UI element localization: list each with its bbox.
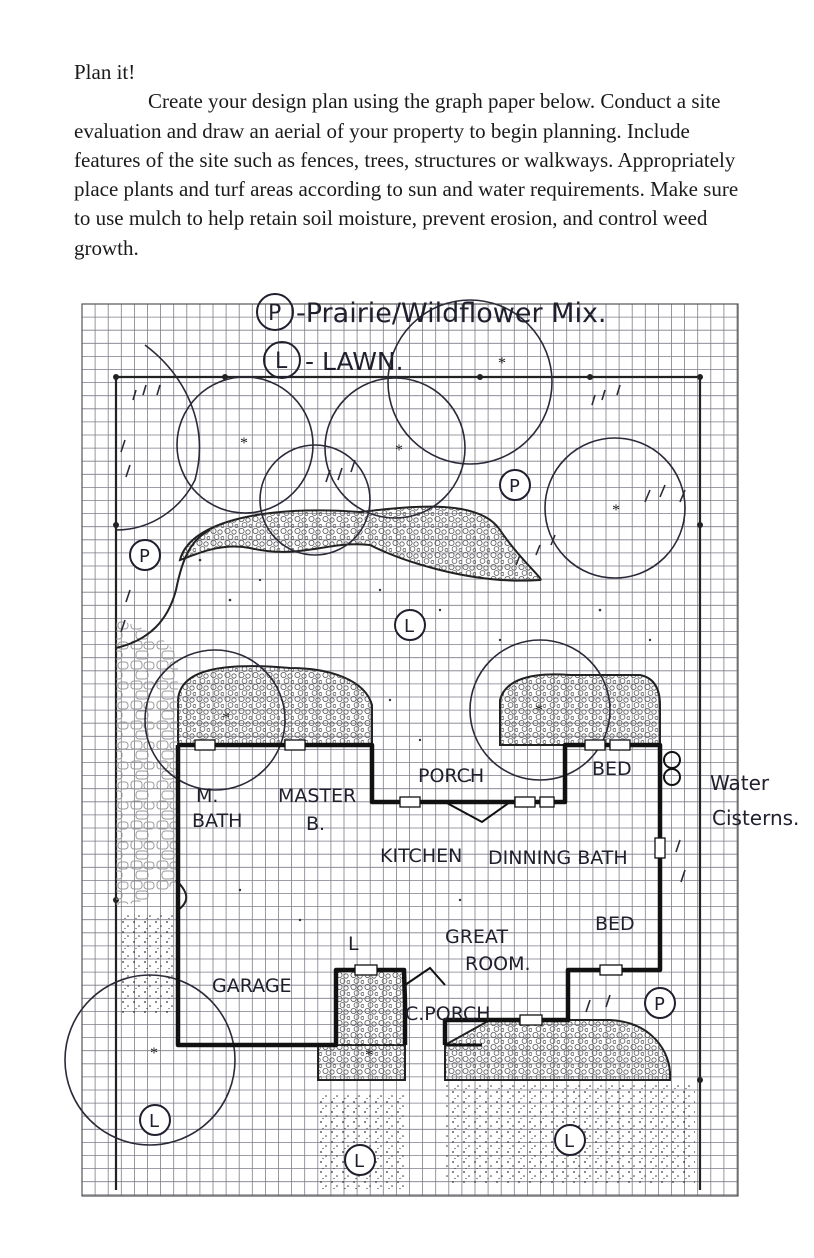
label-bed-bottom: BED — [595, 913, 635, 935]
front-mulch-bed — [180, 507, 541, 581]
bed-mulch-bed — [500, 674, 660, 745]
label-dining-bath: DINNING BATH — [488, 847, 628, 869]
svg-text:*: * — [150, 1045, 158, 1062]
marker-lawn: L — [564, 1131, 575, 1152]
instructions-paragraph: Create your design plan using the graph paper below. Conduct a site evaluation and draw an aerial of your property to begin planning. Include features of the site such as fences, trees, structures or walkways. Appropriately place plants and turf areas according to sun and water requirements. Make sure to use mulch to help retain soil moisture, prevent erosion, and control weed growth. — [74, 89, 739, 260]
marker-lawn: L — [149, 1111, 160, 1132]
water-cisterns-line1: Water — [710, 771, 770, 795]
label-great-room-line2: ROOM. — [465, 953, 531, 975]
svg-text:*: * — [240, 435, 248, 452]
driveway-stipple — [318, 1095, 408, 1190]
label-master-bath-line2: BATH — [192, 810, 243, 832]
label-great-room-line1: GREAT — [445, 926, 509, 948]
porch-mulch-bed — [445, 1020, 670, 1080]
house-walls — [178, 745, 660, 1045]
label-master-bed-line2: B. — [306, 813, 326, 835]
label-master-bed-line1: MASTER — [278, 785, 357, 807]
legend-prairie-symbol: P — [268, 301, 282, 326]
water-cisterns-line2: Cisterns. — [712, 806, 800, 830]
legend-lawn-symbol: L — [275, 349, 288, 374]
stone-path — [116, 620, 178, 905]
svg-text:*: * — [612, 502, 620, 519]
marker-prairie: P — [139, 546, 150, 567]
west-strip-stipple — [120, 915, 180, 1015]
label-garage: GARAGE — [212, 975, 292, 997]
water-cisterns-note — [710, 771, 799, 830]
svg-text:*: * — [365, 1047, 373, 1064]
label-lawn-small: L — [348, 933, 359, 955]
marker-prairie: P — [654, 994, 665, 1015]
svg-text:*: * — [498, 355, 506, 372]
legend-prairie-text: -Prairie/Wildflower Mix. — [296, 298, 607, 329]
water-cisterns-symbol — [664, 752, 680, 785]
label-kitchen: KITCHEN — [380, 845, 463, 867]
door-swing — [405, 968, 445, 985]
master-mulch-bed — [178, 666, 372, 745]
page-heading: Plan it! — [74, 60, 136, 84]
label-c-porch: C.PORCH — [405, 1003, 491, 1025]
marker-lawn: L — [354, 1151, 365, 1172]
porch-bump — [445, 802, 510, 822]
svg-text:*: * — [395, 442, 403, 459]
label-porch: PORCH — [418, 765, 485, 787]
plan-legend — [257, 294, 607, 378]
walk-mulch-bed — [336, 970, 404, 1045]
marker-lawn: L — [404, 616, 415, 637]
label-master-bath-line1: M. — [196, 785, 219, 807]
svg-text:*: * — [535, 702, 543, 719]
entry-mulch-bed — [318, 1045, 405, 1080]
svg-text:*: * — [222, 710, 230, 727]
marker-prairie: P — [509, 476, 520, 497]
legend-lawn-text: - LAWN. — [305, 347, 404, 376]
label-bed-top: BED — [592, 758, 632, 780]
